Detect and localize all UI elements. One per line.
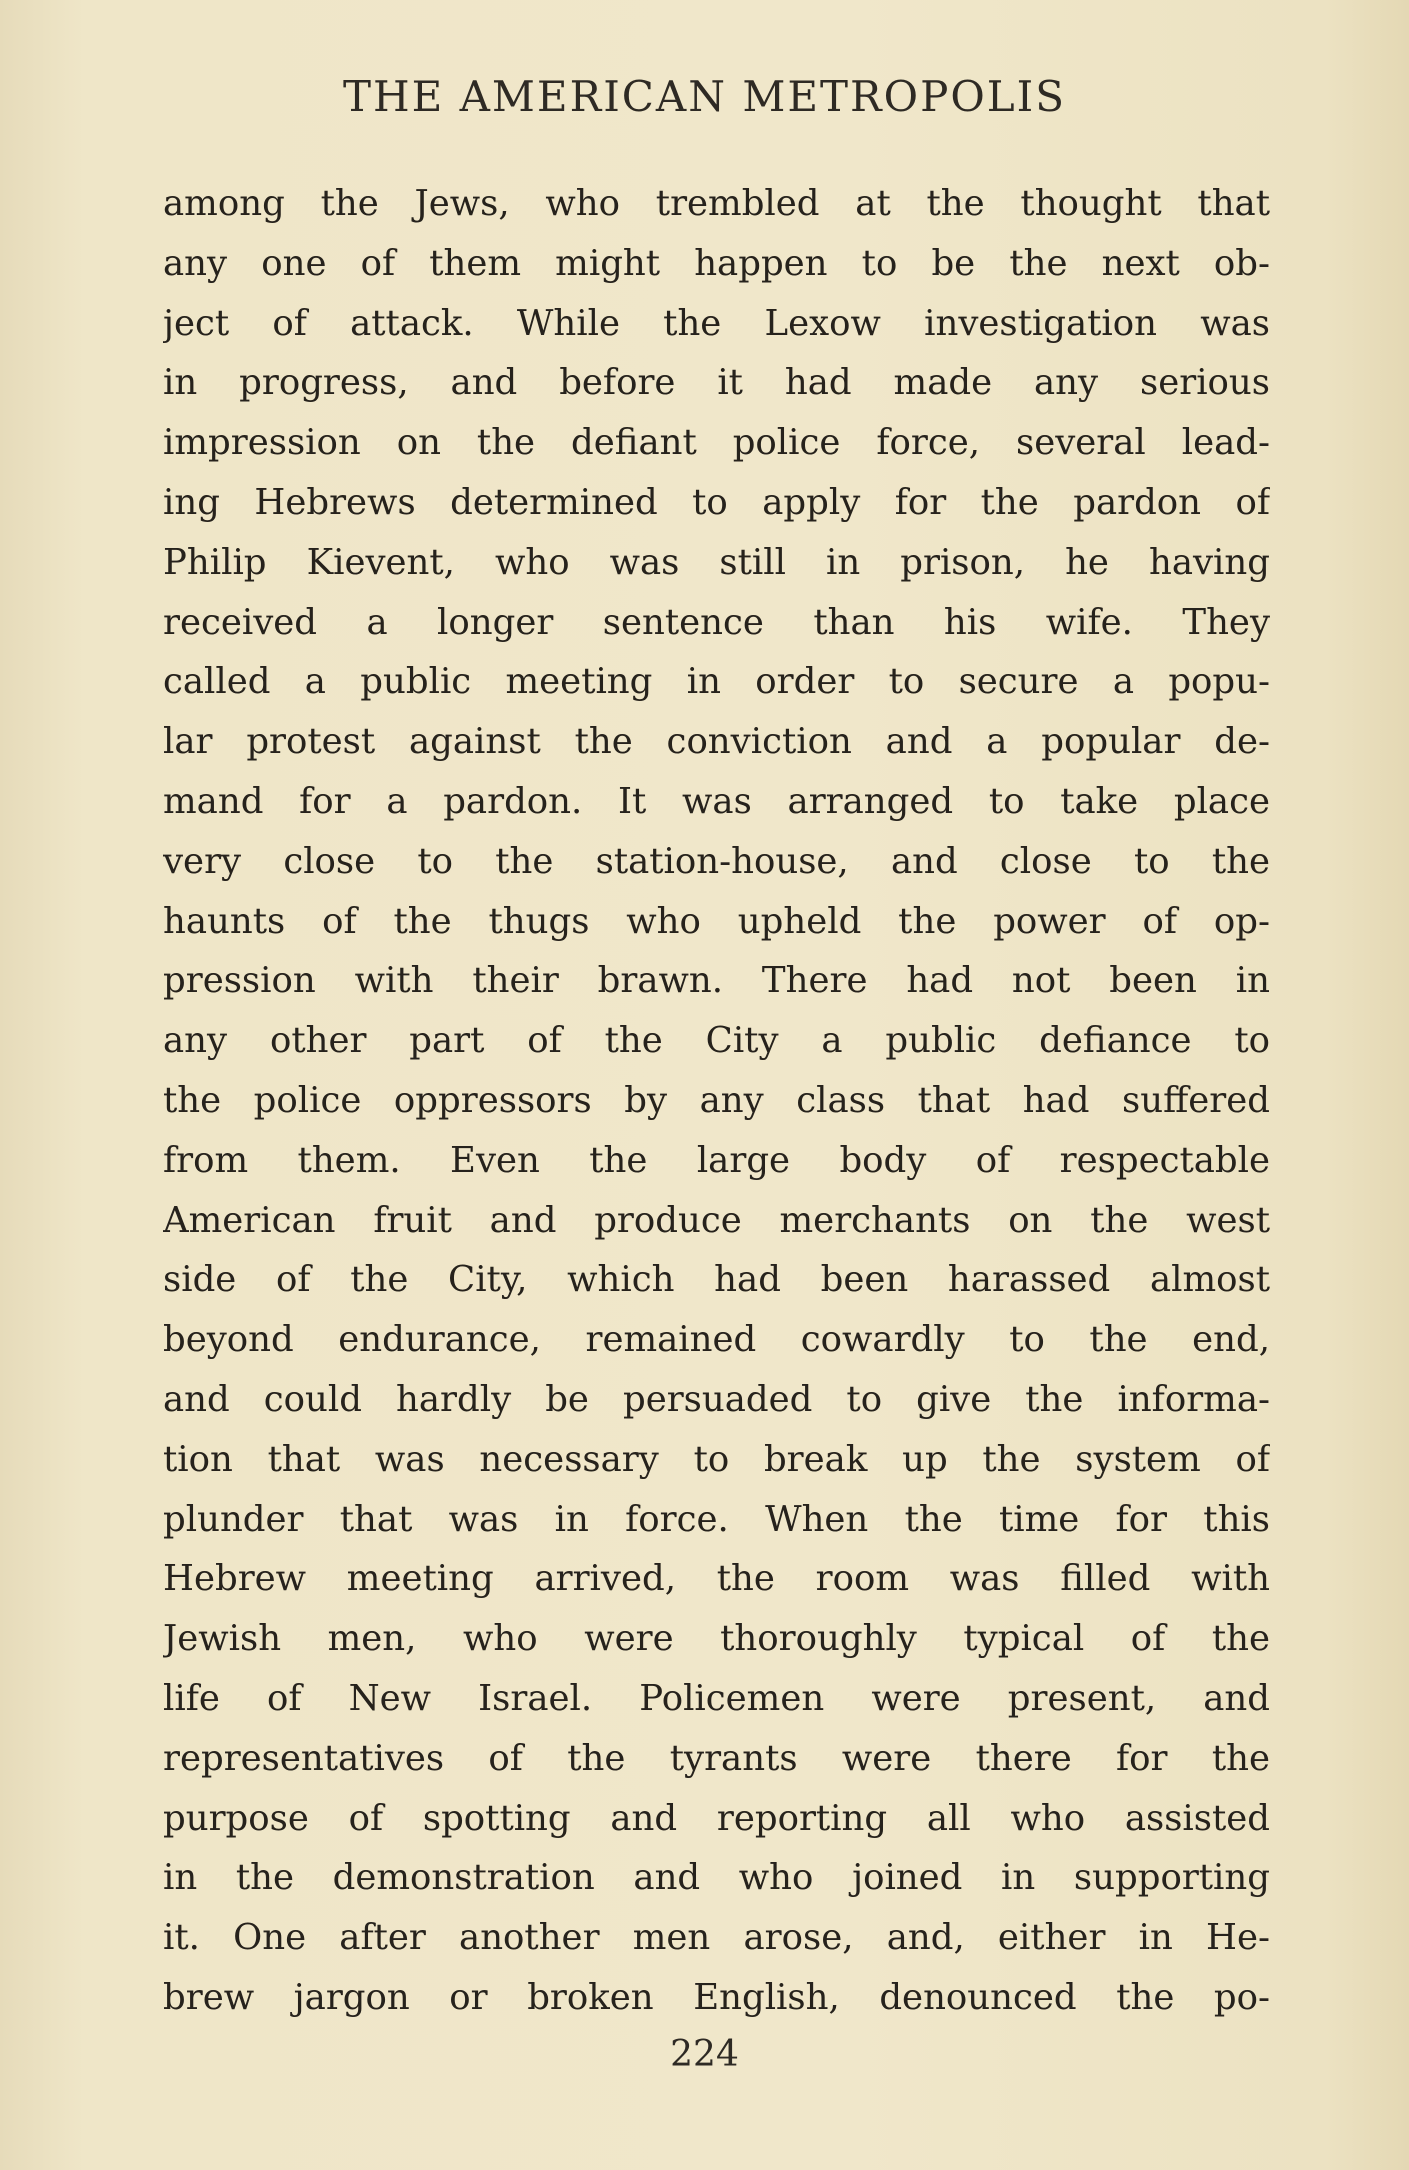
text-line: representatives of the tyrants were there for the bbox=[163, 1737, 1270, 1779]
text-line: and could hardly be persuaded to give the informa- bbox=[163, 1378, 1270, 1420]
text-line: impression on the defiant police force, several lead- bbox=[163, 422, 1270, 464]
text-line: lar protest against the conviction and a popular de- bbox=[163, 721, 1270, 763]
text-line: side of the City, which had been harassed almost bbox=[163, 1259, 1270, 1301]
running-head: THE AMERICAN METROPOLIS bbox=[342, 72, 1067, 121]
text-line: mand for a pardon. It was arranged to take place bbox=[163, 780, 1270, 822]
text-line: haunts of the thugs who upheld the power of op- bbox=[163, 900, 1270, 942]
text-line: Jewish men, who were thoroughly typical of the bbox=[163, 1618, 1270, 1660]
text-line: any one of them might happen to be the next ob- bbox=[163, 242, 1270, 284]
text-line: pression with their brawn. There had not been in bbox=[163, 960, 1270, 1002]
text-line: brew jargon or broken English, denounced the po- bbox=[163, 1976, 1270, 2018]
text-line: tion that was necessary to break up the system of bbox=[163, 1438, 1270, 1480]
text-line: from them. Even the large body of respectable bbox=[163, 1139, 1270, 1181]
text-line: any other part of the City a public defiance to bbox=[163, 1020, 1270, 1062]
text-line: among the Jews, who trembled at the thought that bbox=[163, 183, 1270, 224]
text-line: purpose of spotting and reporting all who assisted bbox=[163, 1797, 1270, 1839]
page-number: 224 bbox=[670, 2034, 739, 2075]
text-line: in progress, and before it had made any serious bbox=[163, 362, 1270, 404]
text-line: Philip Kievent, who was still in prison, he having bbox=[163, 541, 1270, 583]
text-line: ing Hebrews determined to apply for the pardon of bbox=[163, 481, 1270, 523]
text-line: ject of attack. While the Lexow investigation was bbox=[163, 302, 1270, 344]
text-line: life of New Israel. Policemen were present, and bbox=[163, 1677, 1270, 1719]
text-line: called a public meeting in order to secure a popu- bbox=[163, 661, 1270, 703]
text-line: beyond endurance, remained cowardly to the end, bbox=[163, 1319, 1270, 1361]
text-line: in the demonstration and who joined in supporting bbox=[163, 1857, 1270, 1899]
text-line: Hebrew meeting arrived, the room was filled with bbox=[163, 1558, 1270, 1600]
text-line: American fruit and produce merchants on the west bbox=[163, 1199, 1270, 1241]
body-text bbox=[163, 174, 1270, 2028]
text-line: the police oppressors by any class that had suffered bbox=[163, 1079, 1270, 1121]
text-line: received a longer sentence than his wife. They bbox=[163, 601, 1270, 643]
text-line: plunder that was in force. When the time for this bbox=[163, 1498, 1270, 1540]
text-line: it. One after another men arose, and, either in He- bbox=[163, 1917, 1270, 1959]
text-line: very close to the station-house, and close to the bbox=[163, 840, 1270, 882]
